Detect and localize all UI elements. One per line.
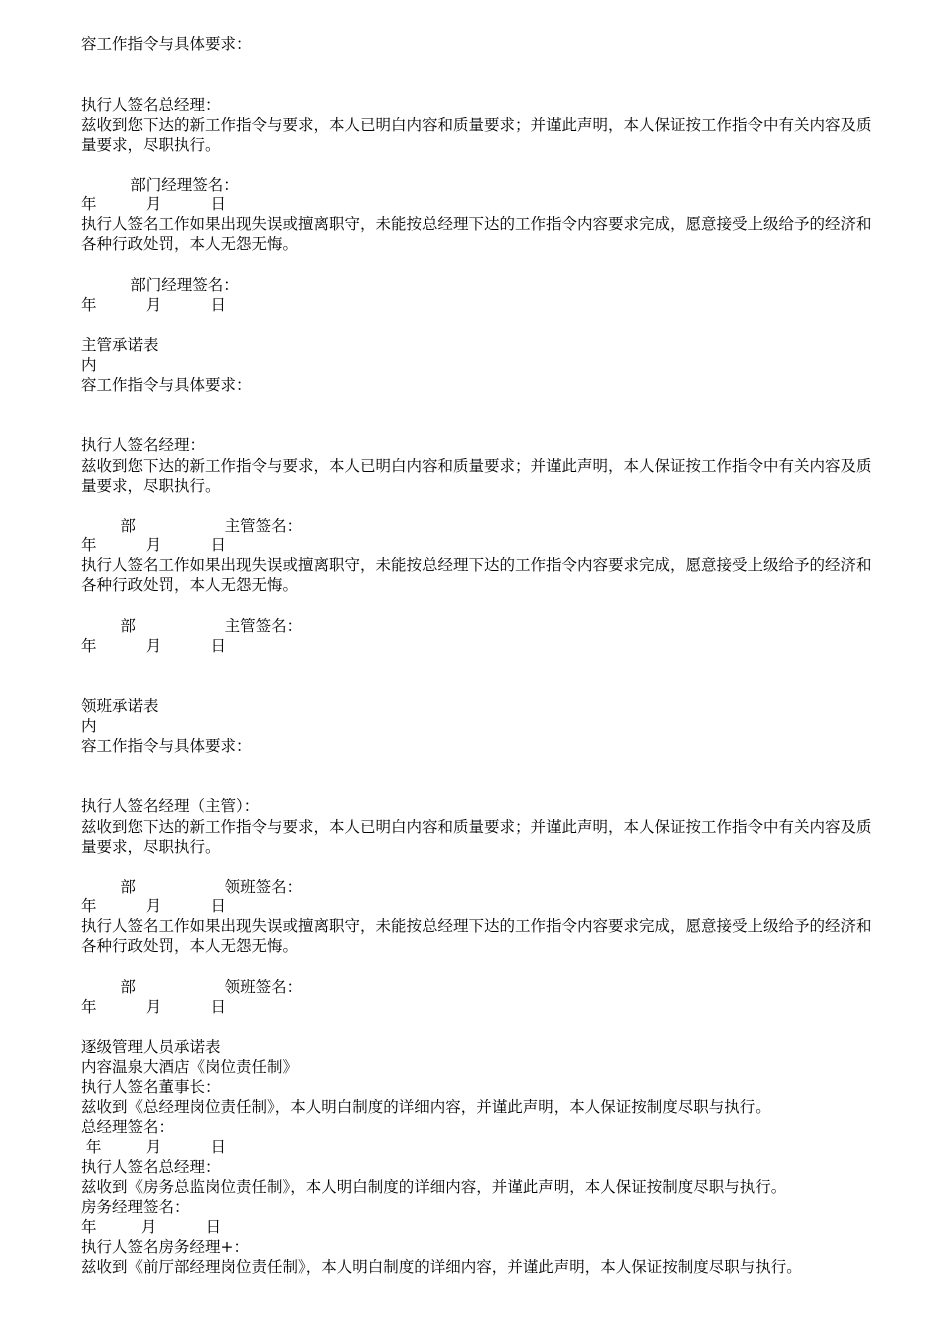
- s1-dept-manager-signature-2: 部门经理签名：: [81, 276, 239, 294]
- s3-foreman-signature-1: 部 领班签名：: [81, 878, 303, 896]
- s4-date-2: 年 月 日: [81, 1218, 222, 1236]
- s2-supervisor-signature-2: 部 主管签名：: [81, 617, 303, 635]
- s2-nei: 内: [81, 356, 97, 374]
- s4-acknowledgement-3: 兹收到《前厅部经理岗位责任制》，本人明白制度的详细内容，并谨此声明，本人保证按制度尽职与执行。: [81, 1258, 802, 1276]
- s2-date-2: 年 月 日: [81, 637, 227, 655]
- s2-acknowledgement-1: 兹收到您下达的新工作指令与要求，本人已明白内容和质量要求；并谨此声明，本人保证按工作指令中有关内容及质量要求，尽职执行。: [81, 457, 872, 495]
- s3-date-1: 年 月 日: [81, 897, 227, 915]
- s4-executor-signature-3: 执行人签名房务经理+：: [81, 1238, 249, 1256]
- s4-content: 内容温泉大酒店《岗位责任制》: [81, 1058, 299, 1076]
- s4-gm-signature: 总经理签名：: [81, 1118, 175, 1136]
- s4-rooms-manager-signature: 房务经理签名：: [81, 1198, 190, 1216]
- s1-dept-manager-signature-1: 部门经理签名：: [81, 176, 239, 194]
- s3-date-2: 年 月 日: [81, 998, 227, 1016]
- s3-nei: 内: [81, 717, 97, 735]
- s1-content-requirements: 容工作指令与具体要求：: [81, 35, 252, 53]
- s1-date-2: 年 月 日: [81, 296, 227, 314]
- s1-executor-signature-2: 执行人签名工作如果出现失误或擅离职守，未能按总经理下达的工作指令内容要求完成，愿意接受上级给予的经济和各种行政处罚，本人无怨无悔。: [81, 215, 872, 253]
- s3-title: 领班承诺表: [81, 697, 159, 715]
- s2-executor-signature-2: 执行人签名工作如果出现失误或擅离职守，未能按总经理下达的工作指令内容要求完成，愿意接受上级给予的经济和各种行政处罚，本人无怨无悔。: [81, 556, 872, 594]
- s3-foreman-signature-2: 部 领班签名：: [81, 978, 303, 996]
- s4-acknowledgement-1: 兹收到《总经理岗位责任制》，本人明白制度的详细内容，并谨此声明，本人保证按制度尽职与执行。: [81, 1098, 771, 1116]
- s2-supervisor-signature-1: 部 主管签名：: [81, 517, 303, 535]
- s3-executor-signature-1: 执行人签名经理（主管）：: [81, 797, 260, 815]
- s4-title: 逐级管理人员承诺表: [81, 1038, 221, 1056]
- s3-executor-signature-2: 执行人签名工作如果出现失误或擅离职守，未能按总经理下达的工作指令内容要求完成，愿意接受上级给予的经济和各种行政处罚，本人无怨无悔。: [81, 917, 872, 955]
- s1-executor-signature-1: 执行人签名总经理：: [81, 96, 221, 114]
- s2-date-1: 年 月 日: [81, 536, 227, 554]
- s1-date-1: 年 月 日: [81, 195, 227, 213]
- s2-executor-signature-1: 执行人签名经理：: [81, 436, 206, 454]
- s3-content-requirements: 容工作指令与具体要求：: [81, 737, 252, 755]
- s2-content-requirements: 容工作指令与具体要求：: [81, 376, 252, 394]
- s4-executor-signature-1: 执行人签名董事长：: [81, 1078, 221, 1096]
- s2-title: 主管承诺表: [81, 336, 159, 354]
- s1-acknowledgement-1: 兹收到您下达的新工作指令与要求，本人已明白内容和质量要求；并谨此声明，本人保证按工作指令中有关内容及质量要求，尽职执行。: [81, 116, 872, 154]
- s4-date-1: 年 月 日: [81, 1138, 227, 1156]
- s4-executor-signature-2: 执行人签名总经理：: [81, 1158, 221, 1176]
- s4-acknowledgement-2: 兹收到《房务总监岗位责任制》，本人明白制度的详细内容，并谨此声明，本人保证按制度尽职与执行。: [81, 1178, 787, 1196]
- s3-acknowledgement-1: 兹收到您下达的新工作指令与要求，本人已明白内容和质量要求；并谨此声明，本人保证按工作指令中有关内容及质量要求，尽职执行。: [81, 818, 872, 856]
